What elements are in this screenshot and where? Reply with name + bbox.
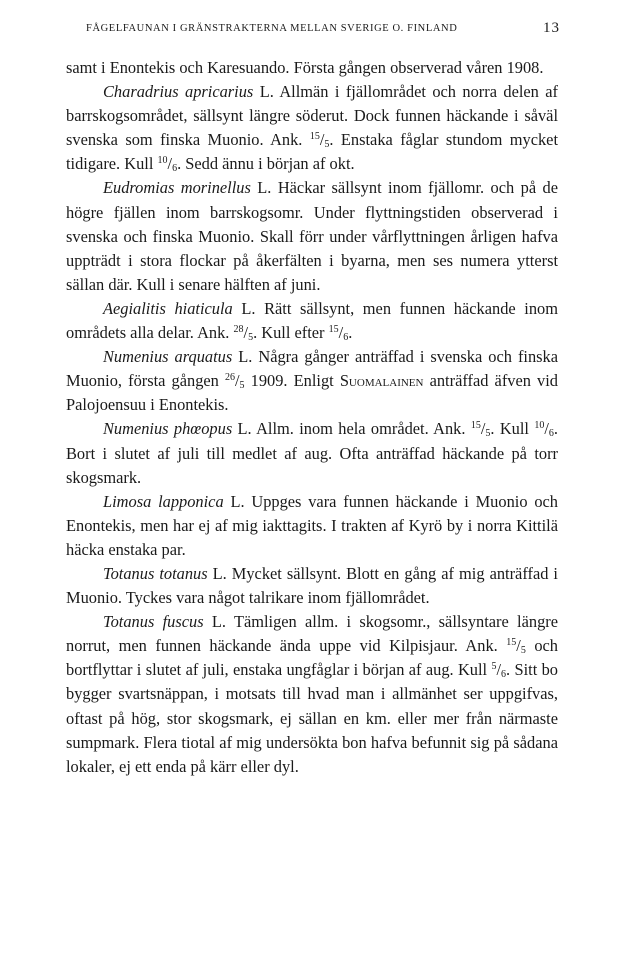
date-day: 10	[534, 420, 545, 432]
entry-text: . Enstaka fåglar stundom mycket tidigare. Kull	[66, 130, 558, 174]
date-month: 5	[248, 332, 254, 344]
species-name: Numenius phœopus	[103, 419, 233, 439]
entry-text: .	[348, 323, 353, 343]
date-day: 15	[470, 420, 481, 432]
entry-text: . Sedd ännu i början af okt.	[177, 154, 355, 174]
species-name: Limosa lapponica	[103, 491, 224, 511]
date-month: 5	[239, 380, 245, 392]
species-entry-totanus-totanus	[66, 562, 558, 610]
entry-text: L. Allm. inom hela området. Ank.	[232, 419, 471, 439]
entry-text: och bortflyttar i slutet af juli, enstaka ungfåglar i början af aug. Kull	[66, 636, 559, 680]
running-header	[66, 20, 560, 40]
entry-text: 1909. Enligt	[244, 371, 340, 391]
species-entry-numenius-arquatus: Numenius arquatus L. Några gånger anträffad i svenska och finska Muonio, första gången $^{26}/_5$ 1909. Enligt Suomalainen anträffad äfven vid Palojoensuu i Enontekis.	[66, 347, 558, 415]
entry-text: . Bort i slutet af juli till medlet af aug. Ofta anträffad häckande på torr skogsmark.	[66, 419, 558, 487]
species-entry-eudromias	[66, 176, 558, 296]
date-month: 5	[520, 645, 526, 657]
species-entry-limosa	[66, 490, 558, 562]
date-month: 6	[548, 428, 554, 440]
paragraph-text: samt i Enontekis och Karesuando. Första gången observerad våren 1908.	[66, 58, 544, 77]
date-day: 26	[224, 372, 235, 384]
date-day: 10	[157, 155, 168, 167]
species-entry-totanus-fuscus: Totanus fuscus L. Tämligen allm. i skogsomr., sällsyntare längre norrut, men funnen häckande ända uppe vid Kilpisjaur. Ank. $^{15}/_5$ och bortflyttar i slutet af juli, enstaka ungfåglar i början af aug. Kull $^5/_6$. Sitt bo bygger svartsnäppan, i motsats till hvad man i allmänhet ser uppgifvas, oftast på hög, stor skogsmark, ej sällan en km. eller mer från närmaste sumpmark. Flera tiotal af mig undersökta bon hafva befunnit sig på sådana lokaler, ej ett enda på kärr eller dyl.	[66, 612, 559, 776]
date-day: 15	[309, 131, 320, 143]
date-month: 6	[343, 332, 349, 344]
entry-text: . Sitt bo bygger svartsnäppan, i motsats till hvad man i allmänhet ser uppgifvas, oftast på hög, stor skogsmark, ej sällan en km. eller mer från närmaste sumpmark. Flera tiotal af mig undersökta bon hafva befunnit sig på sådana lokaler, ej ett enda på kärr eller dyl.	[66, 660, 559, 776]
entry-text: L. Tämligen allm. i skogsomr., sällsyntare längre norrut, men funnen häckande ända uppe vid Kilpisjaur. Ank.	[66, 612, 558, 656]
date-month: 6	[172, 163, 178, 175]
species-name: Totanus fuscus	[103, 612, 204, 632]
entry-text: L. Några gånger anträffad i svenska och finska Muonio, första gången	[66, 347, 558, 391]
page-number: 13	[543, 20, 560, 36]
species-name: Charadrius apricarius	[103, 82, 254, 102]
entry-text: . Kull	[490, 419, 535, 439]
species-name: Eudromias morinellus	[103, 178, 251, 198]
paragraph-continuation	[66, 56, 558, 80]
date-day: 28	[233, 324, 244, 336]
entry-text: L. Uppges vara funnen häckande i Muonio och Enontekis, men har ej af mig iakttagits. I trakten af Kyrö by i norra Kittilä häcka enstaka par.	[66, 491, 558, 559]
entry-text: L. Mycket sällsynt. Blott en gång af mig anträffad i Muonio. Tyckes vara något talrikare inom fjällområdet.	[66, 563, 558, 608]
entry-text: . Kull efter	[253, 323, 329, 343]
species-entry-charadrius: Charadrius apricarius L. Allmän i fjällområdet och norra delen af barrskogsområdet, sällsynt längre söderut. Dock funnen häckande i såväl svenska som finska Muonio. Ank. $^{15}/_5$. Enstaka fåglar stundom mycket tidigare. Kull $^{10}/_6$. Sedd ännu i början af okt.	[66, 82, 559, 175]
date-day: 5	[491, 661, 497, 673]
date-day: 15	[506, 637, 517, 649]
running-title: FÅGELFAUNAN I GRÄNSTRAKTERNA MELLAN SVERIGE O. FINLAND	[86, 23, 458, 34]
date-month: 5	[324, 139, 330, 151]
entry-text: anträffad äfven vid Palojoensuu i Enontekis.	[66, 371, 558, 415]
entry-text: L. Häckar sällsynt inom fjällomr. och på de högre fjällen inom barrskogsomr. Under flyttningstiden observerad i svenska och finska Muonio. Skall förr under vårflyttningen årligen hafva uppträdt i stora flockar på åkerfälten i byarna, men ses numera ytterst sällan där. Kull i senare hälften af juni.	[66, 178, 558, 294]
species-name: Totanus totanus	[103, 563, 208, 583]
body-text	[66, 56, 558, 779]
species-entry-numenius-phaeopus: Numenius phœopus L. Allm. inom hela området. Ank. $^{15}/_5$. Kull $^{10}/_6$. Bort i slutet af juli till medlet af aug. Ofta anträffad häckande på torr skogsmark.	[66, 419, 558, 487]
species-name: Numenius arquatus	[103, 347, 233, 367]
date-month: 6	[501, 669, 507, 681]
author-name: Suomalainen	[339, 371, 424, 391]
date-day: 15	[328, 324, 339, 336]
species-name: Aegialitis hiaticula	[103, 298, 233, 318]
date-month: 5	[485, 428, 491, 440]
entry-text: L. Allmän i fjällområdet och norra delen af barrskogsområdet, sällsynt längre söderut. Dock funnen häckande i såväl svenska som finska Muonio. Ank.	[66, 82, 559, 150]
species-entry-aegialitis: Aegialitis hiaticula L. Rätt sällsynt, men funnen häckande inom områdets alla delar. Ank. $^{28}/_5$. Kull efter $^{15}/_6$.	[66, 298, 558, 344]
entry-text: L. Rätt sällsynt, men funnen häckande inom områdets alla delar. Ank.	[66, 298, 558, 343]
